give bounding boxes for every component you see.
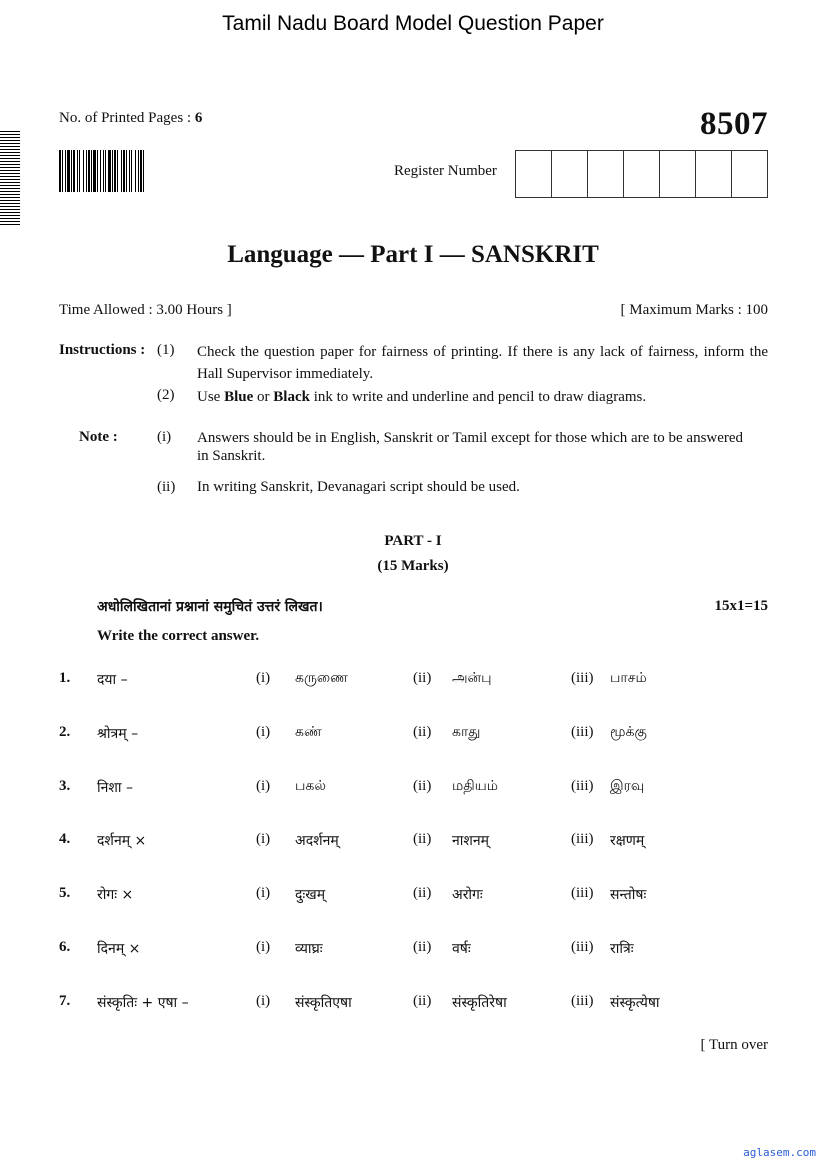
option-text: अरोगः (452, 887, 483, 903)
question-number: 4. (59, 831, 71, 847)
question-text: रोगः × (97, 887, 134, 903)
option-text: अदर्शनम् (295, 833, 339, 849)
option-marker: (ii) (413, 778, 432, 794)
note-number: (ii) (157, 479, 176, 495)
option-marker: (i) (256, 993, 271, 1009)
time-allowed: Time Allowed : 3.00 Hours ] (59, 302, 232, 318)
question-number: 3. (59, 778, 71, 794)
option-marker: (iii) (571, 885, 594, 901)
option-text: பகல் (295, 778, 326, 794)
option-marker: (iii) (571, 993, 594, 1009)
part-title: PART - I (384, 533, 442, 549)
part-marks: (15 Marks) (377, 558, 449, 574)
note-number: (i) (157, 429, 172, 445)
barcode (59, 150, 205, 192)
side-barcode-strip (0, 131, 20, 227)
site-header-title: Tamil Nadu Board Model Question Paper (222, 12, 604, 35)
question-text: निशा – (97, 780, 133, 796)
register-digit-box[interactable] (624, 151, 660, 197)
register-digit-box[interactable] (660, 151, 696, 197)
option-text: संस्कृत्येषा (610, 995, 660, 1011)
option-marker: (ii) (413, 885, 432, 901)
paper-code: 8507 (700, 106, 768, 142)
option-marker: (i) (256, 670, 271, 686)
note-label: Note : (79, 429, 118, 445)
english-instruction: Write the correct answer. (97, 628, 260, 644)
printed-pages-label: No. of Printed Pages : (59, 110, 192, 126)
paper-title: Language — Part I — SANSKRIT (227, 241, 599, 268)
register-digit-box[interactable] (588, 151, 624, 197)
option-text: கண் (295, 724, 322, 740)
note-text: Answers should be in English, Sanskrit or Tamil except for those which are to be answered in Sanskrit. (197, 430, 744, 464)
option-text: नाशनम् (452, 833, 490, 849)
option-text: संस्कृतिएषा (295, 995, 352, 1011)
option-marker: (i) (256, 778, 271, 794)
sanskrit-instruction: अधोलिखितानां प्रश्नानां समुचितं उत्तरं लिखत। (97, 599, 323, 615)
option-marker: (ii) (413, 939, 432, 955)
question-number: 5. (59, 885, 71, 901)
instruction-text-part: ink to write and underline and pencil to draw diagrams. (309, 389, 647, 405)
question-number: 7. (59, 993, 71, 1009)
question-text: श्रोत्रम् – (97, 726, 139, 742)
option-text: व्याघ्रः (295, 941, 323, 957)
note-text: In writing Sanskrit, Devanagari script should be used. (197, 479, 520, 495)
register-digit-box[interactable] (732, 151, 767, 197)
option-marker: (ii) (413, 670, 432, 686)
option-text: மூக்கு (610, 724, 647, 740)
option-text: रात्रिः (610, 941, 634, 957)
instruction-text-part: or (253, 389, 274, 405)
printed-pages-value: 6 (194, 110, 203, 126)
question-text: संस्कृतिः + एषा – (97, 995, 189, 1011)
option-marker: (iii) (571, 831, 594, 847)
register-number-boxes[interactable] (515, 150, 768, 198)
instruction-emphasis: Blue (224, 389, 254, 405)
instruction-emphasis: Black (273, 389, 310, 405)
option-marker: (i) (256, 939, 271, 955)
option-text: இரவு (610, 778, 645, 794)
question-text: दया – (97, 672, 128, 688)
maximum-marks: [ Maximum Marks : 100 (620, 302, 768, 318)
printed-pages (59, 110, 202, 127)
instruction-number: (2) (157, 387, 175, 403)
question-text: दिनम् × (97, 941, 141, 957)
option-text: மதியம் (452, 778, 499, 794)
option-text: सन्तोषः (610, 887, 647, 903)
instructions-label: Instructions : (59, 342, 146, 358)
option-marker: (iii) (571, 939, 594, 955)
option-marker: (iii) (571, 724, 594, 740)
option-marker: (i) (256, 885, 271, 901)
turn-over: [ Turn over (700, 1037, 768, 1053)
instruction-number: (1) (157, 342, 175, 358)
option-text: दुःखम् (295, 887, 326, 903)
question-number: 2. (59, 724, 71, 740)
question-number: 6. (59, 939, 71, 955)
register-digit-box[interactable] (696, 151, 732, 197)
option-text: वर्षः (452, 941, 471, 957)
option-text: அன்பு (452, 670, 492, 686)
question-number: 1. (59, 670, 71, 686)
option-marker: (ii) (413, 831, 432, 847)
option-text: பாசம் (610, 670, 647, 686)
marks-formula: 15x1=15 (714, 598, 768, 614)
instruction-text: Check the question paper for fairness of printing. If there is any lack of fairness, inform the Hall Supervisor immediately. (197, 344, 768, 382)
option-text: கருணை (295, 670, 348, 686)
option-marker: (ii) (413, 724, 432, 740)
option-marker: (iii) (571, 778, 594, 794)
register-number-label: Register Number (394, 163, 497, 179)
barcode-bar (144, 150, 146, 192)
option-text: காது (452, 724, 481, 740)
register-digit-box[interactable] (552, 151, 588, 197)
option-marker: (i) (256, 724, 271, 740)
option-text: रक्षणम् (610, 833, 645, 849)
question-text: दर्शनम् × (97, 833, 147, 849)
instruction-text-part: Use (197, 389, 225, 405)
watermark-link[interactable]: aglasem.com (743, 1146, 816, 1159)
option-marker: (i) (256, 831, 271, 847)
option-text: संस्कृतिरेषा (452, 995, 507, 1011)
option-marker: (iii) (571, 670, 594, 686)
register-digit-box[interactable] (516, 151, 552, 197)
option-marker: (ii) (413, 993, 432, 1009)
instruction-text (197, 386, 768, 408)
